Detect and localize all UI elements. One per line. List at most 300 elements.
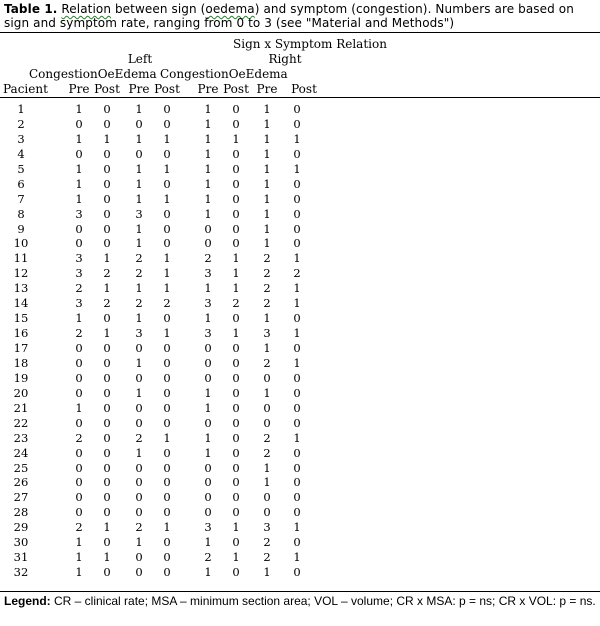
value-cell: 0	[293, 102, 301, 116]
value-cell: 0	[75, 146, 83, 161]
pacient-cell: 15	[13, 311, 29, 326]
value-cell: 0	[293, 400, 301, 415]
value-cell: 1	[204, 191, 212, 206]
value-cell: 2	[263, 251, 271, 266]
value-cell: 1	[293, 326, 301, 341]
caption-relation-word: Relation	[61, 2, 112, 16]
value-cell: 0	[135, 490, 143, 505]
value-cell: 2	[293, 266, 301, 281]
value-cell: 0	[103, 176, 111, 191]
legend	[4, 594, 596, 609]
pre-post-label: Post	[291, 82, 317, 96]
value-cell: 0	[75, 505, 83, 520]
table-row	[0, 356, 600, 371]
value-cell: 1	[103, 550, 111, 565]
value-cell: 0	[135, 565, 143, 580]
pre-post-label: Pre	[256, 82, 278, 96]
pacient-cell: 25	[13, 460, 29, 475]
value-cell: 0	[163, 355, 171, 370]
pre-post-label: Post	[223, 82, 249, 96]
value-cell: 0	[232, 535, 240, 550]
value-cell: 0	[204, 236, 212, 251]
value-cell: 1	[204, 430, 212, 445]
table-row	[0, 371, 600, 386]
pacient-cell: 28	[13, 505, 29, 520]
table-row	[0, 341, 600, 356]
left-heading: Left	[127, 52, 153, 66]
value-cell: 0	[293, 385, 301, 400]
caption-text-a: between sign (	[111, 2, 206, 16]
value-cell: 0	[135, 116, 143, 131]
caption-label: Table 1.	[4, 2, 58, 16]
table-caption	[4, 2, 596, 30]
value-cell: 1	[204, 116, 212, 131]
table-row	[0, 565, 600, 580]
value-cell: 0	[204, 475, 212, 490]
value-cell: 3	[135, 326, 143, 341]
value-cell: 1	[103, 251, 111, 266]
pacient-cell: 14	[13, 296, 29, 311]
value-cell: 1	[204, 131, 212, 146]
value-cell: 0	[232, 430, 240, 445]
value-cell: 1	[204, 385, 212, 400]
value-cell: 1	[232, 550, 240, 565]
value-cell: 0	[75, 341, 83, 355]
value-cell: 0	[163, 445, 171, 460]
value-cell: 1	[75, 176, 83, 191]
value-cell: 3	[204, 520, 212, 535]
value-cell: 2	[75, 326, 83, 341]
value-cell: 1	[204, 161, 212, 176]
top-rule	[0, 32, 600, 33]
value-cell: 0	[204, 221, 212, 236]
table-row	[0, 296, 600, 311]
table-row	[0, 326, 600, 341]
value-cell: 0	[293, 445, 301, 460]
value-cell: 0	[232, 490, 240, 505]
value-cell: 0	[75, 355, 83, 370]
pacient-cell: 24	[13, 445, 29, 460]
table-row	[0, 431, 600, 446]
value-cell: 0	[103, 460, 111, 475]
value-cell: 1	[103, 281, 111, 296]
value-cell: 0	[163, 415, 171, 430]
table-row	[0, 386, 600, 401]
pre-post-label: Pre	[197, 82, 219, 96]
value-cell: 2	[263, 266, 271, 281]
right-heading: Right	[268, 52, 302, 66]
value-cell: 1	[135, 236, 143, 251]
value-cell: 2	[204, 550, 212, 565]
value-cell: 0	[163, 116, 171, 131]
value-cell: 1	[75, 400, 83, 415]
table-row	[0, 505, 600, 520]
value-cell: 0	[232, 355, 240, 370]
value-cell: 0	[204, 341, 212, 355]
value-cell: 2	[232, 296, 240, 311]
value-cell: 1	[75, 161, 83, 176]
pacient-cell: 2	[17, 116, 25, 131]
pacient-cell: 6	[17, 176, 25, 191]
value-cell: 0	[103, 565, 111, 580]
pacient-cell: 1	[17, 102, 25, 116]
value-cell: 0	[75, 236, 83, 251]
value-cell: 3	[263, 520, 271, 535]
value-cell: 0	[103, 206, 111, 221]
value-cell: 0	[103, 236, 111, 251]
pacient-cell: 9	[17, 221, 25, 236]
value-cell: 1	[293, 161, 301, 176]
value-cell: 1	[293, 281, 301, 296]
value-cell: 1	[163, 281, 171, 296]
value-cell: 2	[263, 550, 271, 565]
value-cell: 0	[75, 370, 83, 385]
value-cell: 0	[204, 415, 212, 430]
value-cell: 1	[135, 445, 143, 460]
value-cell: 2	[263, 535, 271, 550]
value-cell: 0	[75, 221, 83, 236]
value-cell: 1	[135, 311, 143, 326]
value-cell: 0	[293, 415, 301, 430]
value-cell: 0	[293, 176, 301, 191]
value-cell: 0	[75, 385, 83, 400]
value-cell: 0	[232, 311, 240, 326]
value-cell: 1	[263, 221, 271, 236]
value-cell: 1	[103, 326, 111, 341]
value-cell: 1	[263, 102, 271, 116]
value-cell: 0	[163, 236, 171, 251]
value-cell: 3	[75, 266, 83, 281]
value-cell: 0	[232, 341, 240, 355]
value-cell: 1	[204, 206, 212, 221]
table-row	[0, 222, 600, 237]
value-cell: 0	[232, 236, 240, 251]
value-cell: 0	[103, 311, 111, 326]
value-cell: 0	[232, 191, 240, 206]
value-cell: 0	[263, 505, 271, 520]
value-cell: 0	[232, 460, 240, 475]
pacient-cell: 17	[13, 341, 29, 355]
value-cell: 0	[293, 505, 301, 520]
value-cell: 2	[204, 251, 212, 266]
pacient-cell: 20	[13, 385, 29, 400]
value-cell: 0	[163, 385, 171, 400]
pacient-cell: 31	[13, 550, 29, 565]
right-subheading: CongestionOeEdema	[160, 67, 288, 81]
value-cell: 1	[204, 445, 212, 460]
table-row	[0, 535, 600, 550]
value-cell: 1	[204, 565, 212, 580]
value-cell: 1	[263, 131, 271, 146]
value-cell: 0	[103, 535, 111, 550]
value-cell: 1	[263, 161, 271, 176]
pre-post-label: Pre	[128, 82, 150, 96]
pacient-cell: 18	[13, 355, 29, 370]
value-cell: 1	[263, 311, 271, 326]
value-cell: 0	[103, 430, 111, 445]
value-cell: 0	[75, 475, 83, 490]
value-cell: 0	[163, 221, 171, 236]
table-row	[0, 117, 600, 132]
value-cell: 0	[163, 400, 171, 415]
value-cell: 0	[232, 385, 240, 400]
value-cell: 1	[135, 176, 143, 191]
value-cell: 0	[135, 460, 143, 475]
value-cell: 0	[293, 535, 301, 550]
table-row	[0, 401, 600, 416]
table-row	[0, 162, 600, 177]
value-cell: 1	[204, 535, 212, 550]
value-cell: 0	[293, 191, 301, 206]
value-cell: 1	[293, 131, 301, 146]
pacient-cell: 8	[17, 206, 25, 221]
value-cell: 1	[75, 550, 83, 565]
value-cell: 0	[232, 221, 240, 236]
value-cell: 0	[163, 176, 171, 191]
value-cell: 1	[135, 131, 143, 146]
table-row	[0, 192, 600, 207]
value-cell: 1	[232, 281, 240, 296]
value-cell: 0	[293, 221, 301, 236]
value-cell: 2	[263, 355, 271, 370]
value-cell: 0	[135, 475, 143, 490]
value-cell: 1	[263, 565, 271, 580]
value-cell: 0	[163, 341, 171, 355]
value-cell: 2	[103, 296, 111, 311]
legend-label: Legend:	[4, 594, 51, 608]
value-cell: 0	[232, 146, 240, 161]
value-cell: 2	[263, 296, 271, 311]
value-cell: 0	[163, 505, 171, 520]
value-cell: 0	[103, 445, 111, 460]
value-cell: 1	[293, 430, 301, 445]
value-cell: 3	[204, 266, 212, 281]
table-row	[0, 311, 600, 326]
value-cell: 0	[232, 400, 240, 415]
table-row	[0, 490, 600, 505]
value-cell: 2	[263, 430, 271, 445]
table-row	[0, 102, 600, 117]
value-cell: 2	[263, 445, 271, 460]
value-cell: 0	[263, 415, 271, 430]
value-cell: 1	[293, 520, 301, 535]
pacient-cell: 11	[13, 251, 29, 266]
bottom-rule	[0, 591, 600, 592]
value-cell: 1	[75, 191, 83, 206]
value-cell: 1	[204, 102, 212, 116]
value-cell: 1	[163, 251, 171, 266]
pacient-cell: 16	[13, 326, 29, 341]
value-cell: 0	[163, 370, 171, 385]
value-cell: 1	[163, 326, 171, 341]
value-cell: 0	[232, 565, 240, 580]
value-cell: 1	[163, 191, 171, 206]
value-cell: 1	[135, 102, 143, 116]
pacient-cell: 26	[13, 475, 29, 490]
value-cell: 1	[75, 311, 83, 326]
value-cell: 1	[103, 520, 111, 535]
value-cell: 1	[135, 355, 143, 370]
table-row	[0, 281, 600, 296]
value-cell: 0	[103, 161, 111, 176]
value-cell: 1	[75, 131, 83, 146]
pacient-cell: 23	[13, 430, 29, 445]
value-cell: 0	[293, 311, 301, 326]
value-cell: 1	[263, 475, 271, 490]
pre-post-label: Post	[154, 82, 180, 96]
value-cell: 0	[293, 460, 301, 475]
value-cell: 1	[163, 520, 171, 535]
value-cell: 0	[103, 191, 111, 206]
caption-text-b: ) and symptom (congestion). Numbers are based on sign and symptom rate, ranging from 0 to 3 (see "Material and Methods")	[4, 2, 574, 30]
value-cell: 0	[204, 370, 212, 385]
value-cell: 0	[293, 116, 301, 131]
value-cell: 0	[163, 535, 171, 550]
value-cell: 1	[75, 565, 83, 580]
value-cell: 1	[135, 385, 143, 400]
value-cell: 0	[75, 445, 83, 460]
value-cell: 1	[135, 191, 143, 206]
pacient-cell: 29	[13, 520, 29, 535]
value-cell: 1	[263, 176, 271, 191]
value-cell: 0	[135, 550, 143, 565]
value-cell: 0	[204, 490, 212, 505]
value-cell: 3	[75, 296, 83, 311]
pacient-cell: 3	[17, 131, 25, 146]
value-cell: 0	[103, 341, 111, 355]
value-cell: 0	[293, 146, 301, 161]
value-cell: 1	[75, 102, 83, 116]
value-cell: 1	[232, 520, 240, 535]
table-row	[0, 236, 600, 251]
value-cell: 0	[135, 400, 143, 415]
value-cell: 1	[232, 131, 240, 146]
value-cell: 1	[135, 161, 143, 176]
table-row	[0, 132, 600, 147]
value-cell: 3	[263, 326, 271, 341]
value-cell: 1	[263, 191, 271, 206]
value-cell: 1	[232, 251, 240, 266]
value-cell: 0	[103, 370, 111, 385]
pacient-heading: Pacient	[3, 82, 48, 96]
value-cell: 1	[204, 146, 212, 161]
value-cell: 0	[163, 475, 171, 490]
pacient-cell: 4	[17, 146, 25, 161]
pacient-cell: 10	[13, 236, 29, 251]
pacient-cell: 27	[13, 490, 29, 505]
table-row	[0, 177, 600, 192]
table-row	[0, 251, 600, 266]
pacient-cell: 13	[13, 281, 29, 296]
value-cell: 0	[163, 490, 171, 505]
value-cell: 1	[135, 535, 143, 550]
table-row	[0, 550, 600, 565]
value-cell: 0	[103, 116, 111, 131]
value-cell: 0	[232, 475, 240, 490]
value-cell: 0	[232, 206, 240, 221]
value-cell: 0	[135, 341, 143, 355]
value-cell: 1	[163, 131, 171, 146]
value-cell: 1	[232, 266, 240, 281]
value-cell: 0	[232, 505, 240, 520]
value-cell: 0	[263, 370, 271, 385]
pacient-cell: 30	[13, 535, 29, 550]
value-cell: 0	[103, 505, 111, 520]
value-cell: 2	[75, 430, 83, 445]
table-row	[0, 475, 600, 490]
pacient-cell: 21	[13, 400, 29, 415]
value-cell: 3	[75, 251, 83, 266]
table-row	[0, 207, 600, 222]
value-cell: 1	[293, 251, 301, 266]
value-cell: 0	[263, 400, 271, 415]
value-cell: 0	[103, 385, 111, 400]
value-cell: 0	[163, 550, 171, 565]
value-cell: 0	[103, 490, 111, 505]
value-cell: 1	[263, 116, 271, 131]
pacient-cell: 19	[13, 370, 29, 385]
value-cell: 0	[103, 221, 111, 236]
legend-text: CR – clinical rate; MSA – minimum section area; VOL – volume; CR x MSA: p = ns; CR x VOL: p = ns.	[50, 594, 596, 608]
value-cell: 2	[103, 266, 111, 281]
value-cell: 1	[135, 221, 143, 236]
value-cell: 1	[293, 296, 301, 311]
pacient-cell: 5	[17, 161, 25, 176]
value-cell: 1	[135, 281, 143, 296]
value-cell: 0	[232, 415, 240, 430]
value-cell: 2	[135, 296, 143, 311]
value-cell: 1	[263, 341, 271, 355]
value-cell: 2	[135, 430, 143, 445]
value-cell: 1	[293, 550, 301, 565]
value-cell: 2	[135, 520, 143, 535]
value-cell: 1	[103, 131, 111, 146]
value-cell: 3	[204, 326, 212, 341]
value-cell: 3	[135, 206, 143, 221]
table-body	[0, 102, 600, 580]
value-cell: 0	[293, 236, 301, 251]
value-cell: 3	[75, 206, 83, 221]
left-subheading: CongestionOeEdema	[29, 67, 157, 81]
pre-post-label: Post	[94, 82, 120, 96]
value-cell: 2	[75, 281, 83, 296]
value-cell: 1	[204, 400, 212, 415]
value-cell: 0	[232, 161, 240, 176]
value-cell: 0	[232, 445, 240, 460]
value-cell: 1	[75, 535, 83, 550]
value-cell: 0	[163, 146, 171, 161]
caption-oedema-word: oedema	[205, 2, 255, 16]
value-cell: 0	[135, 415, 143, 430]
value-cell: 2	[263, 281, 271, 296]
value-cell: 0	[135, 370, 143, 385]
value-cell: 0	[163, 206, 171, 221]
value-cell: 1	[204, 281, 212, 296]
value-cell: 2	[135, 266, 143, 281]
table-row	[0, 520, 600, 535]
value-cell: 0	[263, 490, 271, 505]
header-rule	[0, 97, 600, 98]
value-cell: 2	[163, 296, 171, 311]
value-cell: 0	[232, 370, 240, 385]
value-cell: 1	[232, 326, 240, 341]
value-cell: 2	[75, 520, 83, 535]
value-cell: 0	[75, 490, 83, 505]
table-row	[0, 266, 600, 281]
value-cell: 0	[293, 370, 301, 385]
value-cell: 0	[103, 415, 111, 430]
value-cell: 0	[204, 355, 212, 370]
